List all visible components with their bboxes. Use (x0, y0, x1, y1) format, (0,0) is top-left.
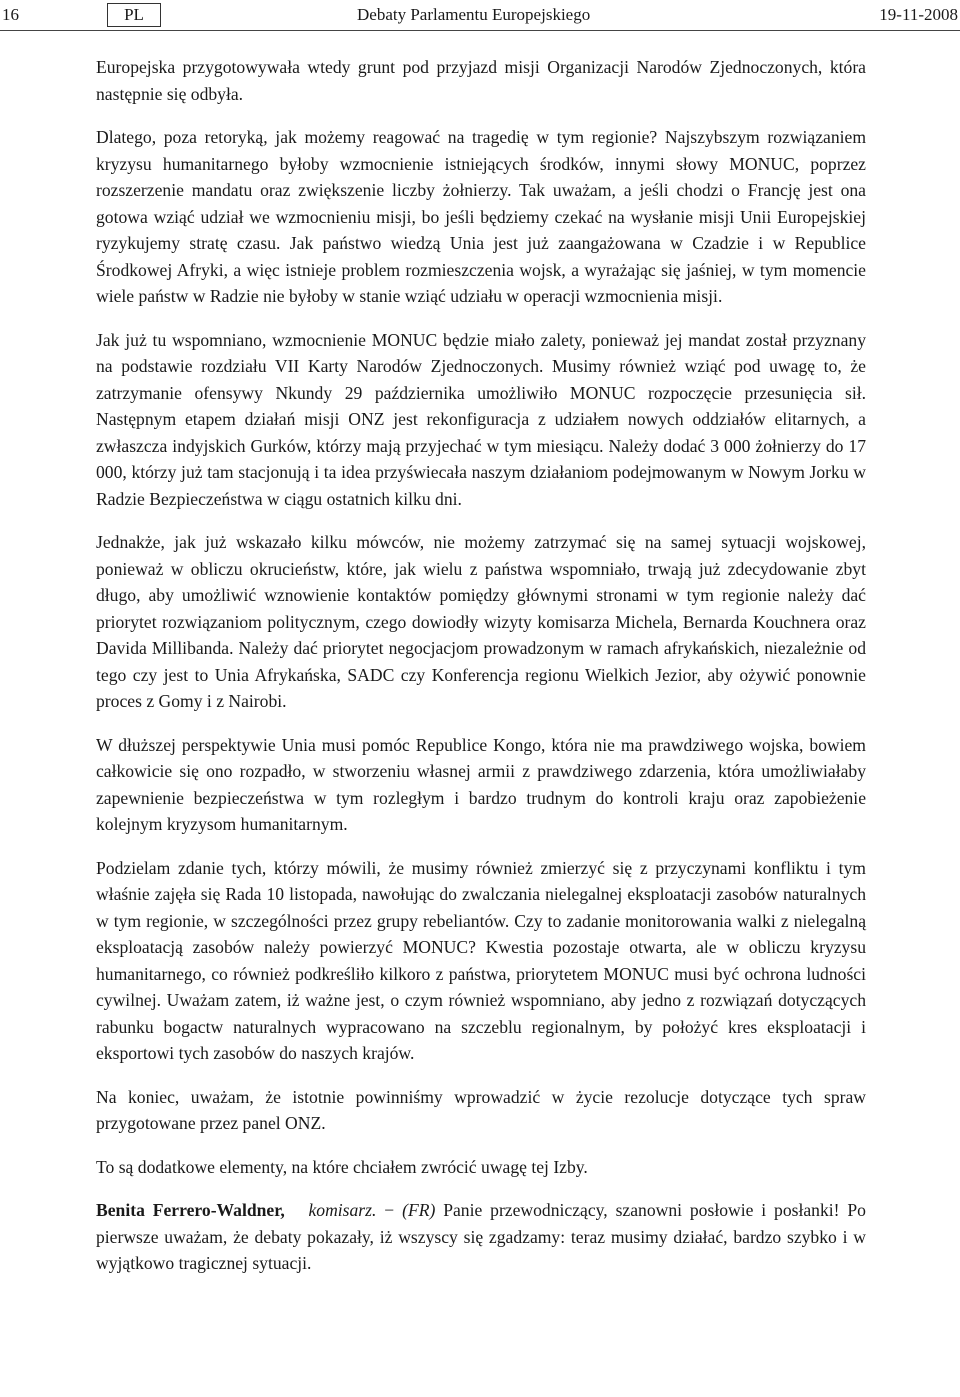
page-header (0, 0, 960, 31)
paragraph: Dlatego, poza retoryką, jak możemy reagować na tragedię w tym regionie? Najszybszym rozwiązaniem kryzysu humanitarnego byłoby wzmocnienie istniejących środków, innymi słowy MONUC, poprzez rozszerzenie mandatu oraz zwiększenie liczby żołnierzy. Tak uważam, a jeśli chodzi o Francję jest ona gotowa wziąć udział we wzmocnieniu misji, bo jeśli będziemy czekać na wysłanie misji Unii Europejskiej ryzykujemy stratę czasu. Jak państwo wiedzą Unia jest już zaangażowana w Czadzie i w Republice Środkowej Afryki, a więc istnieje problem rozmieszczenia wojsk, a wyrażając się jaśniej, w tym momencie wiele państw w Radzie nie byłoby w stanie wziąć udziału w operacji wzmocnienia misji. (96, 127, 866, 306)
speech-text: Panie przewodniczący, szanowni posłowie i posłanki! Po pierwsze uważam, że debaty pokazały, iż wszyscy się zgadzamy: teraz musimy działać, bardzo szybko i w wyjątkowo tragicznej sytuacji. (96, 1200, 866, 1273)
speaker-role: komisarz. (308, 1200, 377, 1220)
paragraph: Europejska przygotowywała wtedy grunt pod przyjazd misji Organizacji Narodów Zjednoczonych, która następnie się odbyła. (96, 57, 866, 104)
speech-language-tag: (FR) (402, 1200, 436, 1220)
paragraph: Podzielam zdanie tych, którzy mówili, że musimy również zmierzyć się z przyczynami konfliktu i tym właśnie zajęła się Rada 10 listopada, nawołując do zwalczania nielegalnej eksploatacji zasobów naturalnych w tym regionie, w szczególności przez grupy rebeliantów. Czy to zadanie monitorowania walki z nielegalną eksploatacją zasobów należy powierzyć MONUC? Kwestia pozostaje otwarta, ale w obliczu kryzysu humanitarnego, co również podkreśliło kilkoro z państwa, priorytetem MONUC musi być ochrona ludności cywilnej. Uważam zatem, iż ważne jest, o czym również wspomniano, aby jedno z rozwiązań dotyczących rabunku bogactw naturalnych wypracowano na szczeblu regionalnym, by położyć kres eksploatacji i eksportowi tych zasobów do naszych krajów. (96, 857, 866, 1063)
speaker-name: Benita Ferrero-Waldner, (96, 1200, 285, 1220)
paragraph: To są dodatkowe elementy, na które chciałem zwrócić uwagę tej Izby. (96, 1156, 588, 1177)
paragraph: Jak już tu wspomniano, wzmocnienie MONUC będzie miało zalety, ponieważ jej mandat został przyznany na podstawie rozdziału VII Karty Narodów Zjednoczonych. Musimy również wziąć pod uwagę to, że zatrzymanie ofensywy Nkundy 29 października umożliwiło MONUC rozpoczęcie przesunięcia sił. Następnym etapem działań misji ONZ jest rekonfiguracja z udziałem nowych oddziałów elitarnych, a zwłaszcza indyjskich Gurków, którzy mają przyjechać w tym miesiącu. Należy dodać 3 000 żołnierzy do 17 000, którzy już tam stacjonują i ta idea przyświecała naszym działaniom podejmowanym w Nowym Jorku w Radzie Bezpieczeństwa w ciągu ostatnich kilku dni. (96, 329, 866, 509)
page-number: 16 (2, 5, 19, 24)
paragraph: Jednakże, jak już wskazało kilku mówców, nie możemy zatrzymać się na samej sytuacji wojskowej, ponieważ w obliczu okrucieństw, które, jak wielu z państwa wspomniało, trwają już zdecydowanie zbyt długo, aby umożliwić wznowienie kontaktów pomiędzy głównymi stronami w tym regionie należy dać priorytet rozwiązaniom politycznym, czego dowiodły wizyty komisarza Michela, Bernarda Kouchnera oraz Davida Millibanda. Należy dać priorytet negocjacjom prowadzonym w ramach afrykańskich, niezależnie od tego czy jest to Unia Afrykańska, SADC czy Konferencja regionu Wielkich Jezior, aby ożywić ponownie proces z Gomy i z Nairobi. (96, 532, 866, 711)
publication-date: 19-11-2008 (879, 5, 958, 24)
paragraph: Na koniec, uważam, że istotnie powinniśmy wprowadzić w życie rezolucje dotyczące tych spraw przygotowane przez panel ONZ. (96, 1086, 866, 1133)
document-body (96, 54, 866, 1294)
paragraph: W dłuższej perspektywie Unia musi pomóc Republice Kongo, która nie ma prawdziwego wojska, bowiem całkowicie się ono rozpadło, w stworzeniu własnej armii z prawdziwego zdarzenia, która umożliwiałaby zapewnienie bezpieczeństwa w tym rozległym i bardzo trudnym do kontroli kraju oraz zapobieżenie kolejnym kryzysom humanitarnym. (96, 734, 866, 834)
speech-dash: − (384, 1200, 395, 1220)
publication-title: Debaty Parlamentu Europejskiego (357, 5, 591, 24)
language-badge: PL (107, 3, 161, 27)
speech-paragraph (96, 1197, 866, 1277)
